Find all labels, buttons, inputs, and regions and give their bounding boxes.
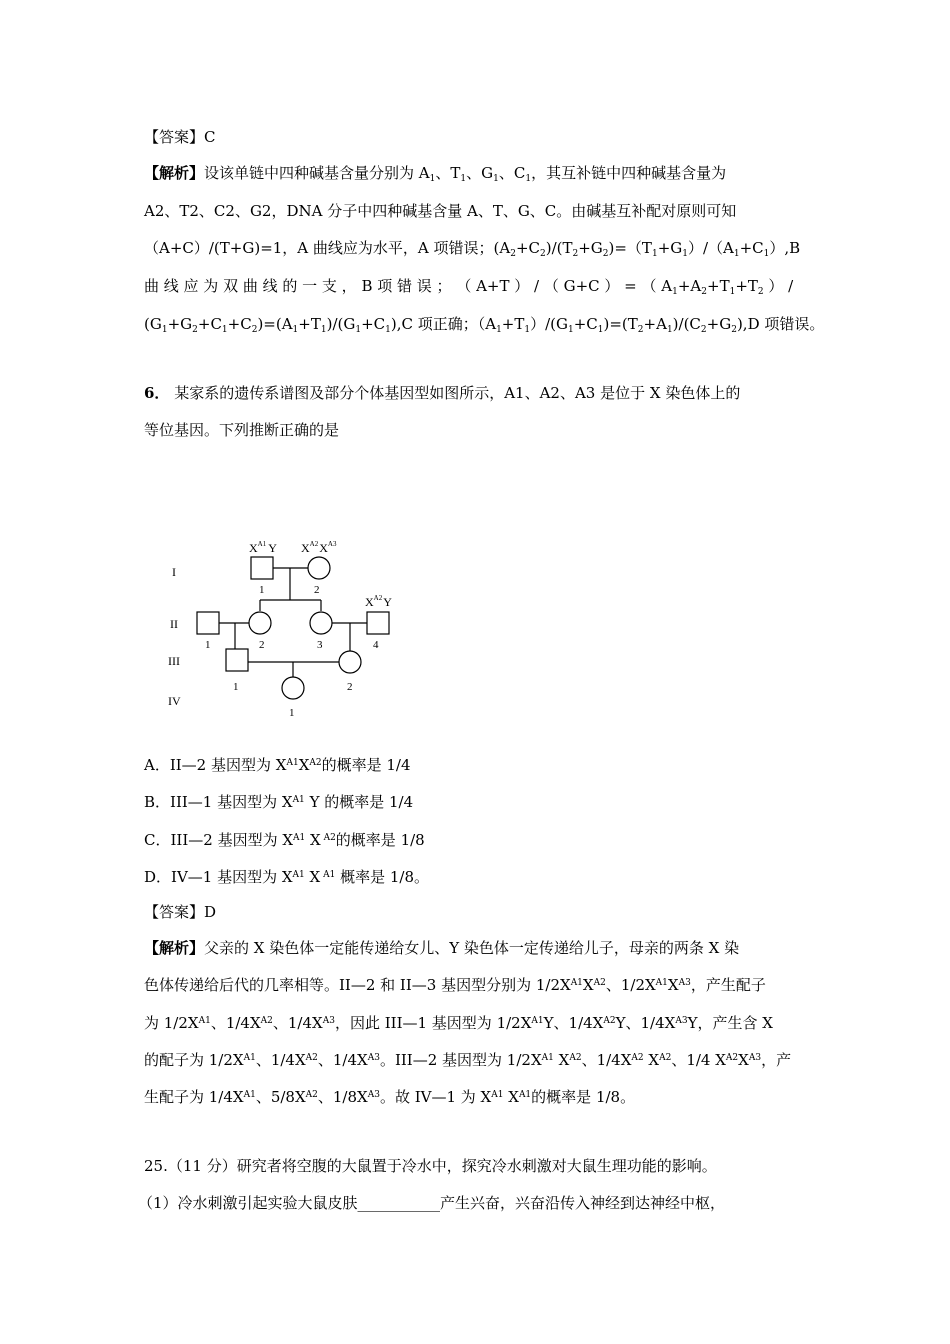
answer-value: C: [204, 128, 216, 146]
question-number: 6．: [144, 384, 170, 402]
II-4-number: 4: [373, 639, 379, 651]
q5-analysis-line-3: （A+C）/(T+G)=1，A 曲线应为水平，A 项错误；$(A_2+C_2)/(T_2+G_2)=(T_1+G_1)/(A_1+C_1),B$: [144, 239, 801, 259]
q5-analysis-line-5: $(G_1+G_2+C_1+C_2)=(A_1+T_1)/(G_1+C_1),C$ 项正确；$(A_1+T_1)/(G_1+C_1)=(T_2+A_1)/(C_2+G_2),D$ 项错误。: [144, 315, 825, 335]
answer-value: D: [204, 903, 217, 921]
q6-stem-line-1: 6． 某家系的遗传系谱图及部分个体基因型如图所示，A1、A2、A3 是位于 X 染色体上的: [144, 384, 741, 402]
I-2-female: [308, 557, 330, 579]
II-3-number: 3: [317, 639, 323, 651]
I-1-male: [251, 557, 273, 579]
q6-analysis-line-1: 【解析】父亲的 X 染色体一定能传递给女儿、Y 染色体一定传递给儿子，母亲的两条 X 染: [144, 939, 740, 957]
II-1-number: 1: [205, 639, 211, 651]
I-1-number: 1: [259, 584, 265, 596]
fill-in-blank[interactable]: ___________: [357, 1194, 441, 1212]
III-2-female: [339, 651, 361, 673]
q6-stem-line-2: 等位基因。下列推断正确的是: [144, 421, 340, 439]
option-d: D．IV—1 基因型为 $X^{A1}$ X $^{A1}$ 概率是 1/8。: [144, 868, 430, 886]
II-4-male: [367, 612, 389, 634]
gen-label-I: I: [172, 565, 176, 579]
I-2-number: 2: [314, 584, 320, 596]
II-4-genotype: $X^{A2}Y$: [365, 594, 392, 609]
option-b: B．III—1 基因型为 $X^{A1}$ Y 的概率是 1/4: [144, 793, 414, 811]
q6-analysis-line-5: 生配子为 $1/4X^{A1}$、$5/8X^{A2}$、$1/8X^{A3}$。故 IV—1 为 $X^{A1}$ $X^{A1}$的概率是 1/8。: [144, 1088, 636, 1106]
III-1-male: [226, 649, 248, 671]
III-2-number: 2: [347, 681, 353, 693]
q5-analysis-line-2: A2、T2、C2、G2，DNA 分子中四种碱基含量 A、T、G、C。由碱基互补配对原则可知: [144, 202, 737, 220]
q25-stem: 25.（11 分）研究者将空腹的大鼠置于冷水中，探究冷水刺激对大鼠生理功能的影响。: [144, 1157, 717, 1175]
answer-label: 【答案】: [144, 128, 205, 146]
q6-analysis-line-4: 的配子为 $1/2X^{A1}$、$1/4X^{A2}$、$1/4X^{A3}$。III—2 基因型为 $1/2X^{A1}$ $X^{A2}$、$1/4X^{A2}$ $X^{A2}$、1/4 $X^{A2}X^{A3}$，产: [144, 1051, 792, 1069]
II-2-number: 2: [259, 639, 265, 651]
answer-label: 【答案】: [144, 903, 205, 921]
gen-label-II: II: [170, 617, 178, 631]
option-a: A．II—2 基因型为 $X^{A1}X^{A2}$的概率是 1/4: [144, 756, 411, 774]
q6-answer: [144, 901, 216, 923]
gen-label-III: III: [168, 654, 180, 668]
option-c: C．III—2 基因型为 $X^{A1}$ X $^{A2}$的概率是 1/8: [144, 831, 425, 849]
III-1-number: 1: [233, 681, 239, 693]
I-1-genotype: $X^{A1}$ Y: [249, 540, 277, 555]
q5-analysis-line-1: 【解析】设该单链中四种碱基含量分别为 $A_1$、$T_1$、$G_1$、$C_1$，其互补链中四种碱基含量为: [144, 164, 727, 184]
analysis-label: 【解析】: [144, 164, 205, 182]
q6-analysis-line-2: 色体传递给后代的几率相等。II—2 和 II—3 基因型分别为 $1/2X^{A1}X^{A2}$、$1/2X^{A1}X^{A3}$，产生配子: [144, 976, 766, 994]
q5-answer: [144, 126, 216, 148]
q25-part-1: （1）冷水刺激引起实验大鼠皮肤___________产生兴奋，兴奋沿传入神经到达神经中枢，: [138, 1194, 726, 1212]
I-2-genotype: $X^{A2}X^{A3}$: [301, 540, 337, 555]
II-1-male: [197, 612, 219, 634]
IV-1-female: [282, 677, 304, 699]
q5-analysis-line-4: 曲 线 应 为 双 曲 线 的 一 支 ， B 项 错 误 ； （ A+T ） / （ G+C ） = （ $A_1+A_2+T_1+T_2$ ） /: [144, 277, 794, 297]
analysis-label: 【解析】: [144, 939, 205, 957]
II-2-female: [249, 612, 271, 634]
gen-label-IV: IV: [168, 694, 181, 708]
IV-1-number: 1: [289, 707, 295, 719]
q6-analysis-line-3: 为 $1/2X^{A1}$、$1/4X^{A2}$、$1/4X^{A3}$，因此 III—1 基因型为 $1/2X^{A1}Y$、$1/4X^{A2}Y$、$1/4X^{A3}Y$，产生含 X: [144, 1014, 773, 1032]
pedigree-diagram: [160, 530, 410, 735]
II-3-female: [310, 612, 332, 634]
